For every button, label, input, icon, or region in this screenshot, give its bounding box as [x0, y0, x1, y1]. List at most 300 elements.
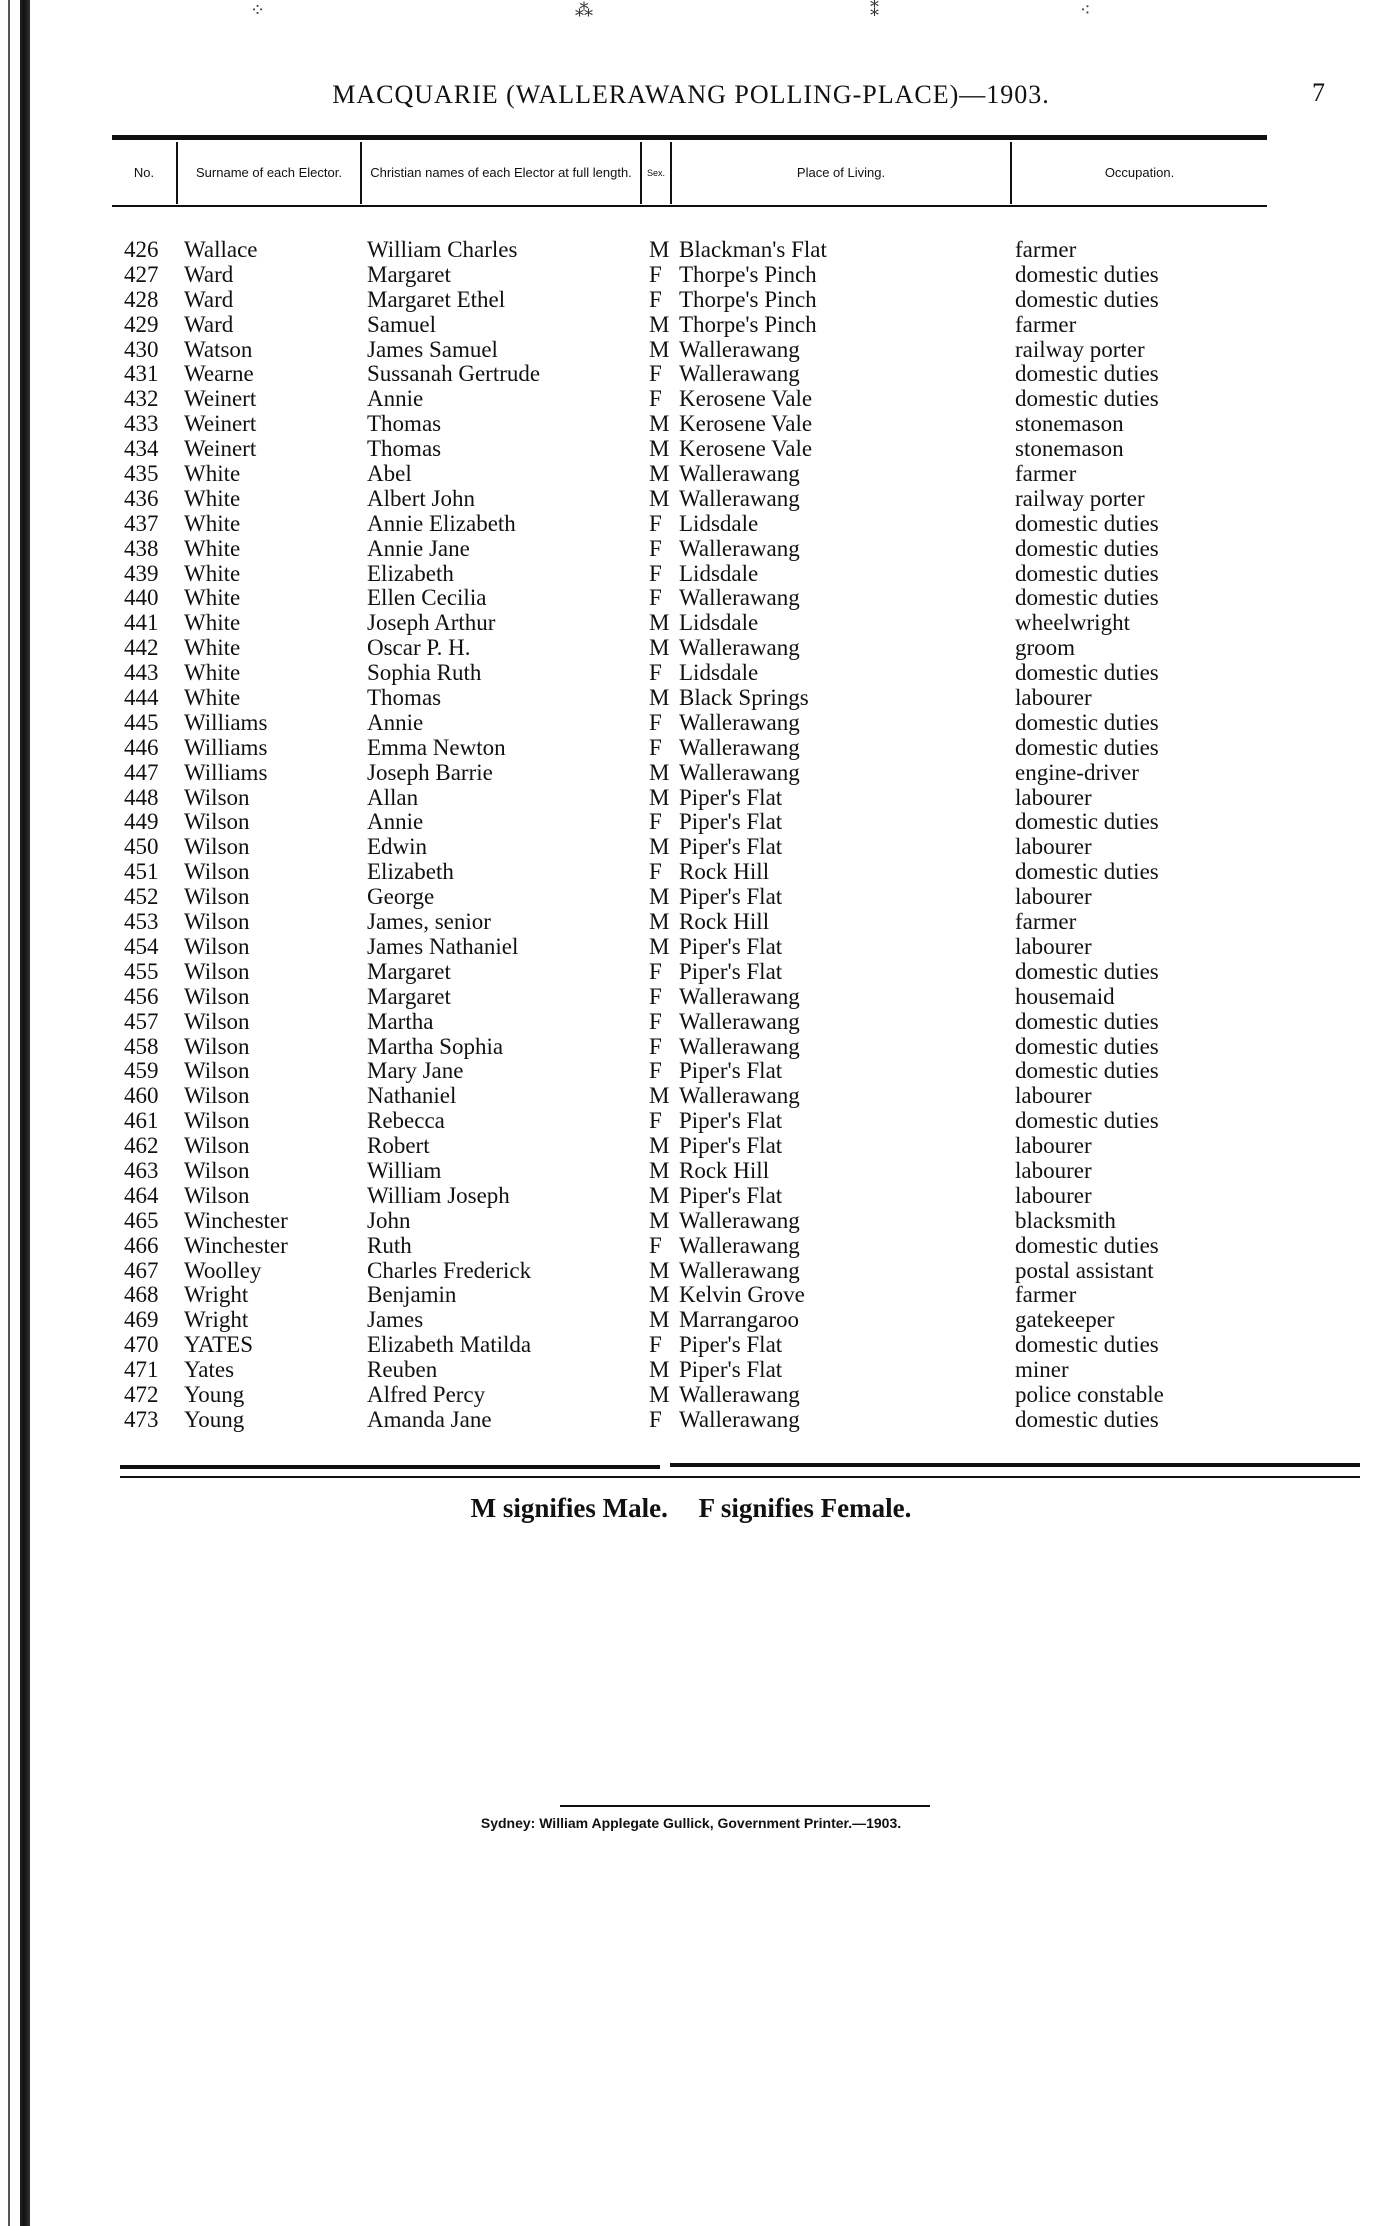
elector-sex: F	[649, 859, 662, 885]
elector-surname: Wilson	[184, 909, 250, 935]
elector-sex: F	[649, 261, 662, 287]
legend-female: F signifies Female.	[698, 1493, 912, 1523]
elector-occupation: labourer	[1015, 1157, 1092, 1183]
elector-sex: F	[649, 535, 662, 561]
elector-surname: Wilson	[184, 784, 250, 810]
elector-christian-names: William Joseph	[367, 1182, 510, 1208]
elector-number: 430	[124, 336, 159, 362]
table-row	[112, 885, 1267, 910]
table-row	[112, 1358, 1267, 1383]
table-top-rule	[112, 135, 1267, 140]
elector-sex: F	[649, 510, 662, 536]
header-occupation: Occupation.	[1104, 165, 1175, 180]
elector-place: Wallerawang	[679, 1207, 800, 1233]
elector-occupation: housemaid	[1015, 983, 1115, 1009]
elector-christian-names: Reuben	[367, 1357, 438, 1383]
elector-christian-names: James Nathaniel	[367, 933, 519, 959]
elector-christian-names: Mary Jane	[367, 1058, 464, 1084]
header-no: No.	[133, 165, 155, 180]
elector-occupation: domestic duties	[1015, 660, 1159, 686]
elector-place: Rock Hill	[679, 909, 770, 935]
elector-place: Kerosene Vale	[679, 386, 813, 412]
table-row	[112, 1184, 1267, 1209]
elector-place: Piper's Flat	[679, 1182, 783, 1208]
elector-surname: Wilson	[184, 1182, 250, 1208]
table-row	[112, 437, 1267, 462]
elector-christian-names: Edwin	[367, 834, 428, 860]
elector-christian-names: Margaret	[367, 261, 451, 287]
elector-christian-names: Annie Elizabeth	[367, 510, 516, 536]
elector-sex: F	[649, 660, 662, 686]
elector-christian-names: Margaret	[367, 983, 451, 1009]
elector-surname: White	[184, 635, 241, 661]
elector-christian-names: Joseph Barrie	[367, 759, 493, 785]
table-row	[112, 786, 1267, 811]
elector-sex: M	[649, 411, 670, 437]
elector-number: 453	[124, 909, 159, 935]
elector-christian-names: James	[367, 1307, 424, 1333]
table-row	[112, 661, 1267, 686]
elector-occupation: domestic duties	[1015, 361, 1159, 387]
elector-sex: M	[649, 784, 670, 810]
elector-place: Wallerawang	[679, 1232, 800, 1258]
table-row	[112, 288, 1267, 313]
elector-surname: White	[184, 535, 241, 561]
elector-place: Piper's Flat	[679, 933, 783, 959]
elector-place: Wallerawang	[679, 1083, 800, 1109]
elector-sex: M	[649, 1133, 670, 1159]
elector-sex: M	[649, 834, 670, 860]
elector-number: 473	[124, 1406, 159, 1432]
elector-sex: M	[649, 1157, 670, 1183]
elector-sex: F	[649, 1108, 662, 1134]
elector-surname: Weinert	[184, 436, 257, 462]
elector-christian-names: Charles Frederick	[367, 1257, 532, 1283]
table-row	[112, 1010, 1267, 1035]
print-speck: ⁖	[1080, 0, 1091, 20]
elector-number: 432	[124, 386, 159, 412]
elector-place: Wallerawang	[679, 485, 800, 511]
elector-christian-names: Elizabeth	[367, 560, 454, 586]
elector-number: 445	[124, 709, 159, 735]
elector-number: 427	[124, 261, 159, 287]
elector-place: Thorpe's Pinch	[679, 311, 817, 337]
legend-male: M signifies Male.	[470, 1493, 668, 1523]
table-row	[112, 263, 1267, 288]
elector-surname: Wilson	[184, 1058, 250, 1084]
table-row	[112, 1333, 1267, 1358]
elector-place: Wallerawang	[679, 734, 800, 760]
elector-surname: White	[184, 485, 241, 511]
elector-number: 461	[124, 1108, 159, 1134]
elector-surname: Young	[184, 1381, 245, 1407]
elector-occupation: domestic duties	[1015, 1332, 1159, 1358]
table-row	[112, 313, 1267, 338]
elector-occupation: domestic duties	[1015, 734, 1159, 760]
elector-christian-names: Annie	[367, 709, 424, 735]
elector-number: 448	[124, 784, 159, 810]
elector-number: 433	[124, 411, 159, 437]
elector-number: 462	[124, 1133, 159, 1159]
table-row	[112, 586, 1267, 611]
elector-place: Rock Hill	[679, 859, 770, 885]
elector-sex: M	[649, 909, 670, 935]
elector-number: 429	[124, 311, 159, 337]
elector-christian-names: Albert John	[367, 485, 475, 511]
table-row	[112, 1084, 1267, 1109]
elector-christian-names: Ellen Cecilia	[367, 585, 487, 611]
elector-place: Wallerawang	[679, 585, 800, 611]
elector-sex: F	[649, 286, 662, 312]
elector-surname: White	[184, 560, 241, 586]
elector-sex: F	[649, 709, 662, 735]
table-row	[112, 487, 1267, 512]
print-speck: ⁑	[870, 0, 879, 20]
elector-sex: F	[649, 1332, 662, 1358]
elector-christian-names: Annie	[367, 809, 424, 835]
elector-occupation: domestic duties	[1015, 560, 1159, 586]
elector-sex: M	[649, 1381, 670, 1407]
elector-christian-names: Nathaniel	[367, 1083, 457, 1109]
elector-occupation: labourer	[1015, 884, 1092, 910]
print-speck: ⁘	[250, 0, 266, 20]
elector-sex: M	[649, 336, 670, 362]
elector-sex: F	[649, 361, 662, 387]
elector-christian-names: Thomas	[367, 685, 442, 711]
elector-sex: M	[649, 1257, 670, 1283]
elector-sex: F	[649, 1033, 662, 1059]
elector-place: Kerosene Vale	[679, 411, 813, 437]
elector-number: 431	[124, 361, 159, 387]
elector-surname: Wilson	[184, 1108, 250, 1134]
elector-surname: Wilson	[184, 1157, 250, 1183]
elector-sex: M	[649, 933, 670, 959]
elector-occupation: postal assistant	[1015, 1257, 1154, 1283]
header-christian-names: Christian names of each Elector at full length.	[370, 165, 632, 180]
table-row	[112, 810, 1267, 835]
elector-christian-names: Annie	[367, 386, 424, 412]
elector-occupation: police constable	[1015, 1381, 1164, 1407]
table-row	[112, 1308, 1267, 1333]
elector-place: Piper's Flat	[679, 1133, 783, 1159]
elector-sex: M	[649, 237, 670, 262]
elector-surname: Wilson	[184, 809, 250, 835]
elector-place: Lidsdale	[679, 660, 759, 686]
elector-sex: F	[649, 809, 662, 835]
elector-place: Black Springs	[679, 685, 809, 711]
elector-christian-names: Rebecca	[367, 1108, 445, 1134]
elector-christian-names: Ruth	[367, 1232, 412, 1258]
table-row	[112, 1383, 1267, 1408]
elector-sex: M	[649, 461, 670, 487]
elector-place: Wallerawang	[679, 709, 800, 735]
table-bottom-rule	[120, 1476, 1360, 1478]
elector-number: 434	[124, 436, 159, 462]
elector-number: 452	[124, 884, 159, 910]
elector-number: 463	[124, 1157, 159, 1183]
elector-place: Lidsdale	[679, 610, 759, 636]
elector-number: 437	[124, 510, 159, 536]
elector-occupation: railway porter	[1015, 336, 1145, 362]
elector-place: Wallerawang	[679, 461, 800, 487]
elector-occupation: domestic duties	[1015, 709, 1159, 735]
table-row	[112, 1035, 1267, 1060]
elector-sex: M	[649, 1282, 670, 1308]
elector-number: 458	[124, 1033, 159, 1059]
elector-surname: Ward	[184, 261, 234, 287]
elector-occupation: gatekeeper	[1015, 1307, 1115, 1333]
elector-sex: M	[649, 1083, 670, 1109]
table-row	[112, 935, 1267, 960]
table-row	[112, 387, 1267, 412]
elector-place: Blackman's Flat	[679, 237, 827, 262]
table-bottom-rule	[120, 1465, 660, 1469]
elector-sex: M	[649, 759, 670, 785]
elector-christian-names: Annie Jane	[367, 535, 470, 561]
table-row	[112, 1134, 1267, 1159]
elector-number: 438	[124, 535, 159, 561]
elector-number: 469	[124, 1307, 159, 1333]
elector-christian-names: Alfred Percy	[367, 1381, 486, 1407]
elector-christian-names: Thomas	[367, 411, 442, 437]
elector-number: 428	[124, 286, 159, 312]
elector-christian-names: Robert	[367, 1133, 430, 1159]
elector-number: 454	[124, 933, 159, 959]
elector-christian-names: Allan	[367, 784, 419, 810]
table-header-rule	[112, 205, 1267, 207]
elector-surname: Yates	[184, 1357, 235, 1383]
elector-place: Wallerawang	[679, 535, 800, 561]
elector-occupation: domestic duties	[1015, 535, 1159, 561]
elector-christian-names: Samuel	[367, 311, 436, 337]
elector-place: Kerosene Vale	[679, 436, 813, 462]
elector-christian-names: Sussanah Gertrude	[367, 361, 541, 387]
elector-surname: Wearne	[184, 361, 254, 387]
table-row	[112, 512, 1267, 537]
elector-occupation: domestic duties	[1015, 1058, 1159, 1084]
elector-christian-names: Martha	[367, 1008, 434, 1034]
elector-christian-names: Elizabeth Matilda	[367, 1332, 532, 1358]
elector-occupation: domestic duties	[1015, 261, 1159, 287]
elector-surname: White	[184, 660, 241, 686]
table-row	[112, 711, 1267, 736]
elector-christian-names: Elizabeth	[367, 859, 454, 885]
table-row	[112, 910, 1267, 935]
elector-sex: F	[649, 1058, 662, 1084]
table-row	[112, 686, 1267, 711]
table-row	[112, 736, 1267, 761]
elector-place: Lidsdale	[679, 510, 759, 536]
elector-surname: Wright	[184, 1307, 249, 1333]
elector-christian-names: Benjamin	[367, 1282, 457, 1308]
column-divider	[176, 142, 178, 204]
elector-occupation: farmer	[1015, 311, 1077, 337]
elector-surname: Weinert	[184, 411, 257, 437]
elector-surname: Wilson	[184, 884, 250, 910]
elector-place: Thorpe's Pinch	[679, 261, 817, 287]
elector-surname: Weinert	[184, 386, 257, 412]
elector-occupation: labourer	[1015, 685, 1092, 711]
elector-number: 435	[124, 461, 159, 487]
elector-sex: F	[649, 585, 662, 611]
elector-place: Lidsdale	[679, 560, 759, 586]
elector-surname: Woolley	[184, 1257, 262, 1283]
elector-number: 446	[124, 734, 159, 760]
elector-place: Wallerawang	[679, 1381, 800, 1407]
elector-number: 467	[124, 1257, 159, 1283]
elector-place: Wallerawang	[679, 983, 800, 1009]
elector-number: 455	[124, 958, 159, 984]
table-bottom-rule	[670, 1463, 1360, 1467]
page-number: 7	[1312, 78, 1325, 107]
table-row	[112, 1109, 1267, 1134]
elector-surname: Winchester	[184, 1207, 288, 1233]
elector-occupation: labourer	[1015, 1083, 1092, 1109]
elector-christian-names: Abel	[367, 461, 412, 487]
elector-number: 442	[124, 635, 159, 661]
elector-number: 443	[124, 660, 159, 686]
elector-number: 470	[124, 1332, 159, 1358]
elector-sex: M	[649, 1182, 670, 1208]
elector-place: Wallerawang	[679, 635, 800, 661]
elector-occupation: domestic duties	[1015, 1008, 1159, 1034]
table-row	[112, 412, 1267, 437]
elector-surname: Wilson	[184, 1083, 250, 1109]
elector-number: 447	[124, 759, 159, 785]
elector-sex: M	[649, 610, 670, 636]
elector-surname: Wilson	[184, 958, 250, 984]
elector-christian-names: Sophia Ruth	[367, 660, 482, 686]
print-speck: ⁂	[575, 0, 593, 20]
elector-occupation: domestic duties	[1015, 859, 1159, 885]
elector-place: Piper's Flat	[679, 1332, 783, 1358]
elector-surname: White	[184, 610, 241, 636]
elector-surname: Wilson	[184, 1008, 250, 1034]
column-divider	[1010, 142, 1012, 204]
elector-number: 440	[124, 585, 159, 611]
table-row	[112, 1408, 1267, 1433]
table-row	[112, 1159, 1267, 1184]
elector-number: 459	[124, 1058, 159, 1084]
column-divider	[640, 142, 642, 204]
table-row	[112, 1209, 1267, 1234]
page-title: MACQUARIE (WALLERAWANG POLLING-PLACE)—1903.	[332, 80, 1050, 109]
elector-surname: Wilson	[184, 859, 250, 885]
elector-sex: M	[649, 485, 670, 511]
printer-imprint: Sydney: William Applegate Gullick, Government Printer.—1903.	[480, 1815, 902, 1831]
elector-surname: Wilson	[184, 983, 250, 1009]
elector-number: 441	[124, 610, 159, 636]
elector-sex: M	[649, 1207, 670, 1233]
column-divider	[360, 142, 362, 204]
elector-number: 464	[124, 1182, 159, 1208]
elector-number: 426	[124, 237, 159, 262]
elector-place: Wallerawang	[679, 361, 800, 387]
elector-place: Wallerawang	[679, 1406, 800, 1432]
elector-occupation: domestic duties	[1015, 510, 1159, 536]
binding-spine	[20, 0, 30, 2226]
elector-surname: Watson	[184, 336, 253, 362]
elector-surname: Williams	[184, 734, 268, 760]
elector-christian-names: James, senior	[367, 909, 491, 935]
elector-occupation: farmer	[1015, 461, 1077, 487]
elector-occupation: labourer	[1015, 834, 1092, 860]
elector-christian-names: Thomas	[367, 436, 442, 462]
elector-occupation: stonemason	[1015, 436, 1124, 462]
electors-table-body	[112, 238, 1267, 1433]
elector-place: Wallerawang	[679, 1008, 800, 1034]
table-row	[112, 537, 1267, 562]
header-surname: Surname of each Elector.	[196, 165, 342, 180]
elector-surname: Williams	[184, 759, 268, 785]
elector-sex: F	[649, 958, 662, 984]
elector-number: 450	[124, 834, 159, 860]
elector-place: Wallerawang	[679, 336, 800, 362]
elector-surname: YATES	[184, 1332, 254, 1358]
elector-occupation: wheelwright	[1015, 610, 1130, 636]
elector-surname: Winchester	[184, 1232, 288, 1258]
elector-sex: M	[649, 685, 670, 711]
elector-occupation: miner	[1015, 1357, 1069, 1383]
elector-christian-names: Margaret	[367, 958, 451, 984]
elector-number: 451	[124, 859, 159, 885]
elector-place: Wallerawang	[679, 1257, 800, 1283]
elector-place: Piper's Flat	[679, 834, 783, 860]
elector-occupation: labourer	[1015, 1182, 1092, 1208]
elector-sex: M	[649, 311, 670, 337]
elector-surname: White	[184, 685, 241, 711]
elector-number: 456	[124, 983, 159, 1009]
elector-sex: F	[649, 983, 662, 1009]
table-row	[112, 960, 1267, 985]
table-row	[112, 1259, 1267, 1284]
elector-surname: Wilson	[184, 1033, 250, 1059]
elector-occupation: domestic duties	[1015, 1406, 1159, 1432]
elector-occupation: engine-driver	[1015, 759, 1139, 785]
elector-sex: M	[649, 436, 670, 462]
table-row	[112, 338, 1267, 363]
elector-place: Rock Hill	[679, 1157, 770, 1183]
elector-christian-names: Martha Sophia	[367, 1033, 504, 1059]
elector-occupation: farmer	[1015, 909, 1077, 935]
table-row	[112, 985, 1267, 1010]
elector-christian-names: William	[367, 1157, 442, 1183]
elector-occupation: domestic duties	[1015, 585, 1159, 611]
elector-occupation: domestic duties	[1015, 386, 1159, 412]
elector-christian-names: George	[367, 884, 435, 910]
elector-surname: Wilson	[184, 933, 250, 959]
elector-sex: M	[649, 1307, 670, 1333]
elector-christian-names: William Charles	[367, 237, 518, 262]
header-sex: Sex.	[646, 168, 665, 178]
elector-occupation: domestic duties	[1015, 1108, 1159, 1134]
elector-sex: M	[649, 884, 670, 910]
elector-occupation: labourer	[1015, 1133, 1092, 1159]
elector-number: 449	[124, 809, 159, 835]
table-row	[112, 1059, 1267, 1084]
page-edge-line	[8, 0, 10, 2226]
elector-sex: M	[649, 635, 670, 661]
elector-christian-names: Amanda Jane	[367, 1406, 492, 1432]
elector-surname: Wright	[184, 1282, 249, 1308]
elector-place: Piper's Flat	[679, 809, 783, 835]
table-row	[112, 362, 1267, 387]
elector-place: Piper's Flat	[679, 1357, 783, 1383]
table-row	[112, 462, 1267, 487]
elector-place: Piper's Flat	[679, 1058, 783, 1084]
elector-sex: F	[649, 734, 662, 760]
table-header	[112, 142, 1267, 204]
